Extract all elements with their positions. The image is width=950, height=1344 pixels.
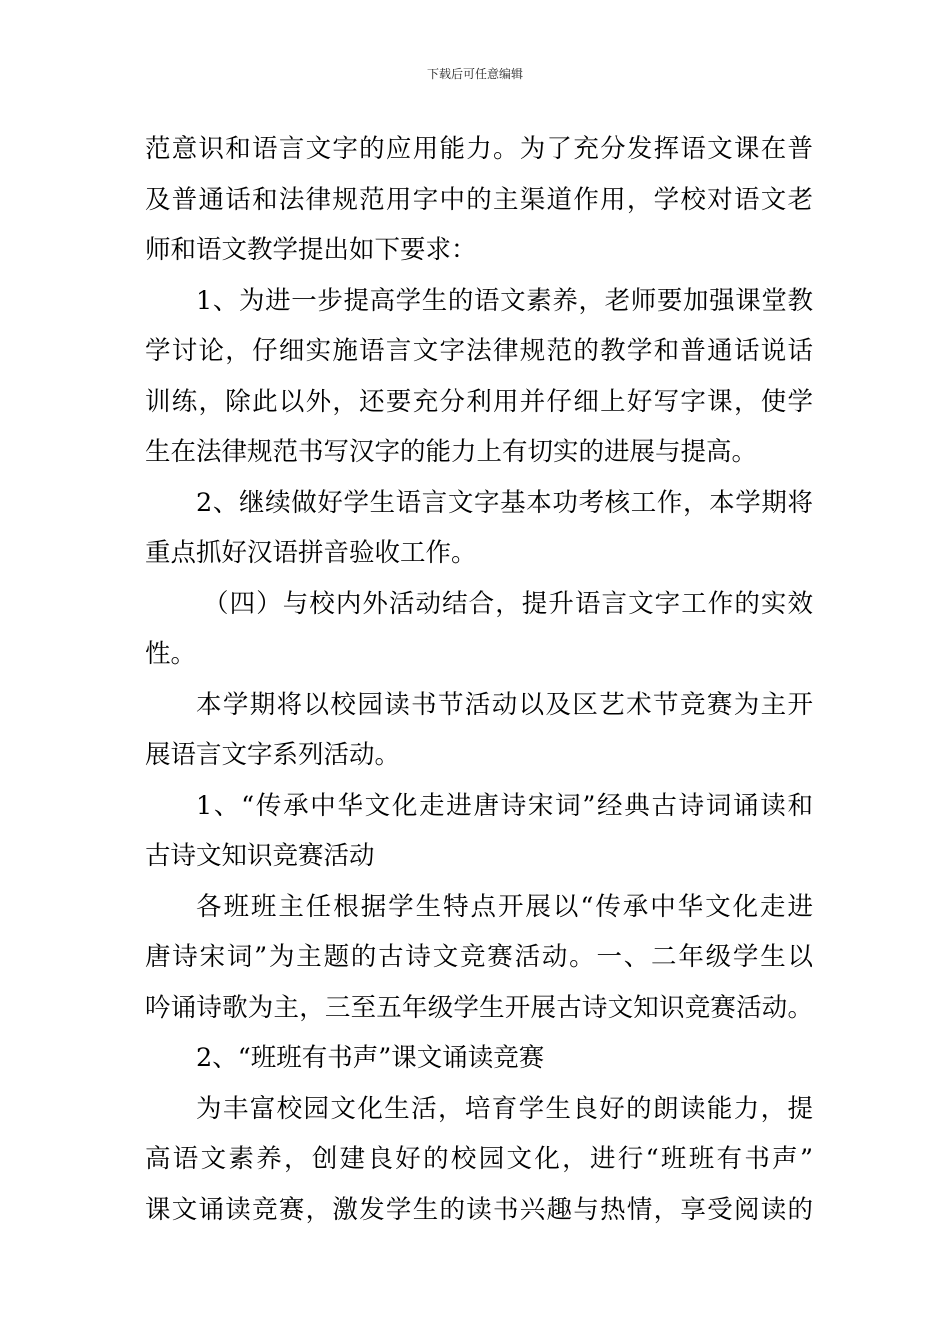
document-body bbox=[145, 124, 813, 1235]
text-line: 高语文素养，创建良好的校园文化，进行“班班有书声” bbox=[145, 1144, 813, 1174]
text-line: 学讨论，仔细实施语言文字法律规范的教学和普通话说话 bbox=[145, 336, 813, 366]
text-line: 古诗文知识竞赛活动 bbox=[145, 841, 375, 871]
text-line: 1、“传承中华文化走进唐诗宋词”经典古诗词诵读和 bbox=[196, 790, 813, 821]
text-line: 1、为进一步提高学生的语文素养，老师要加强课堂教 bbox=[196, 285, 813, 316]
text-line: 范意识和语言文字的应用能力。为了充分发挥语文课在普 bbox=[145, 134, 813, 164]
text-line: 重点抓好汉语拼音验收工作。 bbox=[145, 538, 477, 568]
text-line: 训练，除此以外，还要充分利用并仔细上好写字课，使学 bbox=[145, 386, 813, 417]
text-line: 2、“班班有书声”课文诵读竞赛 bbox=[196, 1043, 545, 1073]
text-line: 师和语文教学提出如下要求： bbox=[145, 235, 477, 265]
text-line: 唐诗宋词”为主题的古诗文竞赛活动。一、二年级学生以 bbox=[145, 942, 813, 972]
text-line: 课文诵读竞赛，激发学生的读书兴趣与热情，享受阅读的 bbox=[145, 1194, 813, 1225]
text-line: 各班班主任根据学生特点开展以“传承中华文化走进 bbox=[196, 891, 813, 922]
text-line: 生在法律规范书写汉字的能力上有切实的进展与提高。 bbox=[145, 437, 758, 467]
text-line: 为丰富校园文化生活，培育学生良好的朗读能力，提 bbox=[196, 1093, 813, 1124]
section-heading: （四）与校内外活动结合，提升语言文字工作的实效 bbox=[203, 588, 813, 619]
text-line: 及普通话和法律规范用字中的主渠道作用，学校对语文老 bbox=[145, 184, 813, 215]
text-line: 本学期将以校园读书节活动以及区艺术节竞赛为主开 bbox=[196, 689, 813, 720]
text-line: 展语言文字系列活动。 bbox=[145, 740, 401, 770]
page-header: 下载后可任意编辑 bbox=[426, 67, 523, 81]
text-line: 性。 bbox=[145, 639, 197, 669]
text-line: 2、继续做好学生语言文字基本功考核工作，本学期将 bbox=[196, 487, 813, 518]
text-line: 吟诵诗歌为主，三至五年级学生开展古诗文知识竞赛活动。 bbox=[145, 992, 813, 1023]
